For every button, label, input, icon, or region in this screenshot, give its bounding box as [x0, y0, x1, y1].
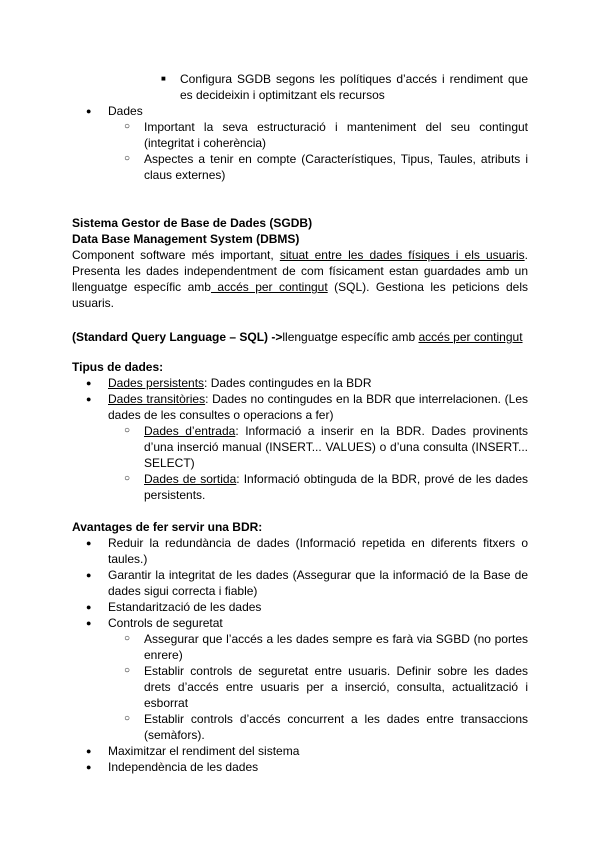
list-item-sub: ○ Establir controls de seguretat entre usuaris. Definir sobre les dades drets d’accés entre usuaris per a inserció, consulta, actualització i esborrat [124, 664, 528, 710]
list-item-dades-sub1 [72, 119, 528, 151]
disc-bullet-icon: ● [86, 538, 92, 548]
disc-bullet-icon: ● [86, 106, 92, 116]
list-item-sub: ○ Establir controls d’accés concurrent a les dades entre transaccions (semàfors). [124, 712, 528, 742]
circle-bullet-icon: ○ [124, 121, 131, 132]
circle-bullet-icon: ○ [124, 665, 131, 676]
sgdb-description: Component software més important, situat entre les dades físiques i els usuaris. Presenta les dades independentment de com físicament estan guardades amb un llenguatge específic amb accés per contingut (SQL). Gestiona les peticions dels usuaris. [72, 248, 528, 310]
list-item-text: Dades [108, 104, 143, 118]
disc-bullet-icon: ● [86, 618, 92, 628]
list-item-persistents: ● Dades persistents: Dades contingudes en la BDR [86, 376, 372, 390]
underlined-text: situat entre les dades físiques i els usuaris [279, 248, 525, 262]
list-item-dades-sub2 [72, 151, 528, 183]
disc-bullet-icon: ● [86, 746, 92, 756]
circle-bullet-icon: ○ [124, 153, 131, 164]
section-title-tipus: Tipus de dades: [72, 360, 164, 374]
list-item-sub: ○ Assegurar que l’accés a les dades sempre es farà via SGBD (no portes enrere) [124, 632, 528, 662]
list-item: ● Independència de les dades [86, 760, 259, 774]
section-title-avantatges: Avantages de fer servir una BDR: [72, 520, 263, 534]
circle-bullet-icon: ○ [124, 633, 131, 644]
spacer [72, 183, 528, 215]
list-item: ● Reduir la redundància de dades (Informació repetida en diferents fitxers o taules.) [86, 536, 528, 566]
list-item-entrada: ○ Dades d’entrada: Informació a inserir en la BDR. Dades provinents d’una inserció manual (INSERT... VALUES) o d’una consulta (INSERT... SELECT) [124, 424, 528, 470]
disc-bullet-icon: ● [86, 378, 92, 388]
spacer [72, 311, 528, 327]
circle-bullet-icon: ○ [124, 473, 131, 484]
list-item-text: Configura SGDB segons les polítiques d’accés i rendiment que es decideixin i optimitzant els recursos [180, 72, 528, 102]
list-item: ● Controls de seguretat [86, 616, 223, 630]
spacer [72, 345, 528, 359]
list-item-dades [72, 103, 528, 119]
list-item: ● Maximitzar el rendiment del sistema [86, 744, 300, 758]
disc-bullet-icon: ● [86, 394, 92, 404]
list-item: ● Garantir la integritat de les dades (Assegurar que la informació de la Base de dades sigui correcta i fiable) [86, 568, 528, 598]
square-bullet-icon: ■ [161, 74, 166, 83]
disc-bullet-icon: ● [86, 570, 92, 580]
section-subtitle-dbms: Data Base Management System (DBMS) [72, 232, 300, 246]
list-item-text: Aspectes a tenir en compte (Característiques, Tipus, Taules, atributs i claus externes) [144, 152, 528, 182]
disc-bullet-icon: ● [86, 602, 92, 612]
list-item: ● Estandarització de les dades [86, 600, 262, 614]
underlined-text: accés per contingut [418, 330, 523, 344]
underlined-text: accés per contingut [210, 280, 328, 294]
circle-bullet-icon: ○ [124, 713, 131, 724]
disc-bullet-icon: ● [86, 762, 92, 772]
document-page [72, 71, 528, 775]
list-item-text: Important la seva estructuració i manteniment del seu contingut (integritat i coherència) [144, 120, 528, 150]
circle-bullet-icon: ○ [124, 425, 131, 436]
list-item-sgdb-config [72, 71, 528, 103]
list-item-sortida: ○ Dades de sortida: Informació obtinguda de la BDR, prové de les dades persistents. [124, 472, 528, 502]
list-item-transitories: ● Dades transitòries: Dades no contingudes en la BDR que interrelacionen. (Les dades de les consultes o operacions a fer) [86, 392, 528, 422]
sql-definition: (Standard Query Language – SQL) ->llenguatge específic amb accés per contingut [72, 330, 523, 344]
spacer [72, 503, 528, 519]
section-title-sgdb: Sistema Gestor de Base de Dades (SGDB) [72, 216, 313, 230]
